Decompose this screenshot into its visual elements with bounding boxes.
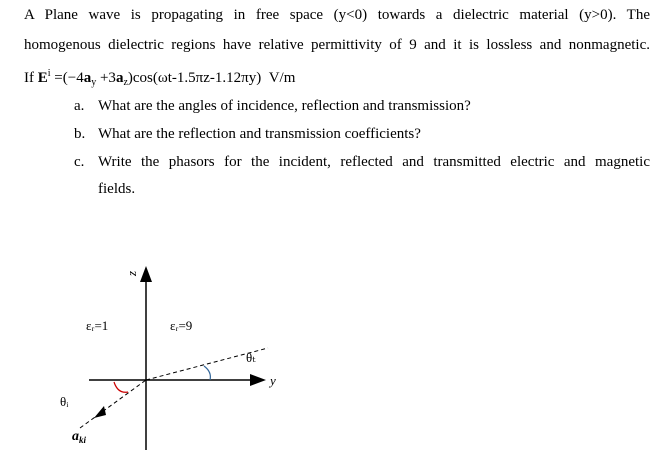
incident-arrowhead — [94, 406, 106, 418]
y-axis-arrowhead — [250, 374, 266, 386]
question-text-line-1: Write the phasors for the incident, reflected and transmitted electric and magnetic — [98, 154, 650, 170]
a-ki-label — [72, 429, 87, 445]
transmission-angle-arc — [204, 366, 210, 380]
a-ki-symbol: a — [72, 429, 79, 444]
eq-unit-vector-1: a — [83, 70, 92, 86]
eq-units: V/m — [268, 70, 296, 86]
theta-i-label: θᵢ — [60, 394, 69, 409]
question-label: a. — [74, 98, 85, 114]
question-label: b. — [74, 126, 86, 142]
problem-line-2: homogenous dielectric regions have relative permittivity of 9 and it is lossless and nonmagnetic. — [24, 37, 650, 53]
eq-sup: i — [47, 68, 51, 79]
eq-unit-vector-2: a — [115, 70, 124, 86]
eq-sub-1: y — [91, 77, 97, 88]
region-1-label: εᵣ=1 — [86, 318, 109, 333]
question-text: What are the reflection and transmission coefficients? — [98, 126, 421, 142]
eq-body-3: )cos(ωt-1.5πz-1.12πy) — [127, 70, 262, 86]
question-text: What are the angles of incidence, reflection and transmission? — [98, 98, 471, 114]
z-axis-label: z — [124, 270, 139, 276]
incidence-angle-arc — [114, 382, 128, 392]
y-axis-label: y — [270, 373, 276, 388]
a-ki-subscript: ki — [79, 435, 87, 445]
z-axis-arrowhead — [140, 266, 152, 282]
theta-t-label: θₜ — [246, 350, 256, 365]
problem-line-1: A Plane wave is propagating in free space (y<0) towards a dielectric material (y>0). The — [24, 7, 650, 23]
question-label: c. — [74, 154, 85, 170]
eq-field-symbol: E — [37, 70, 48, 86]
incident-ray — [80, 380, 146, 428]
eq-body-2: +3 — [99, 70, 116, 86]
region-2-label: εᵣ=9 — [170, 318, 193, 333]
question-text-line-2: fields. — [98, 181, 136, 197]
eq-body-1: =(−4 — [54, 70, 84, 86]
eq-prefix: If — [24, 70, 34, 86]
eq-sub-2: z — [123, 77, 128, 88]
